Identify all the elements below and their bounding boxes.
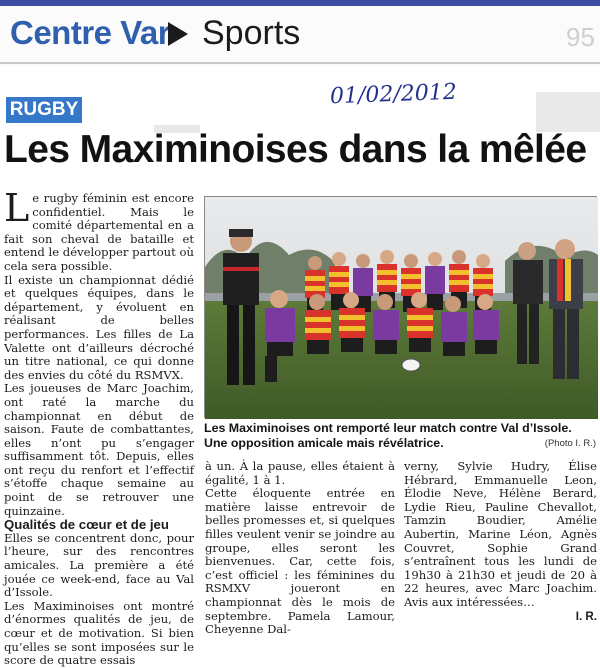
section-subtitle: Sports <box>202 14 301 52</box>
section-title: Centre Var <box>10 14 171 51</box>
category-badge: RUGBY <box>6 97 82 123</box>
article-subhead: Qualités de cœur et de jeu <box>4 517 169 533</box>
team-photo <box>204 196 597 418</box>
article-headline: Les Maximinoises dans la mêlée <box>4 128 587 171</box>
handwritten-date: 01/02/2012 <box>329 79 458 110</box>
article-intro: Le rugby féminin est encore confidentiel. Mais le comité départemental en a fait son cheval de bataille et entend le développer partout où cela sera possible. <box>4 186 194 273</box>
ghost-page-number: 95 <box>566 22 595 52</box>
article-paragraph: Il existe un championnat dédié et quelques équipes, dans le département, y évoluent en réalisant de belles performances. Les filles de La Valette ont d’ailleurs décroché un titre national, ce qui donne des envies du côté du RSMVX. <box>4 272 194 382</box>
article-paragraph: à un. À la pause, elles étaient à égalité, 1 à 1. <box>205 459 395 487</box>
author-signature: I. R. <box>575 609 597 623</box>
article-column-right <box>404 459 597 623</box>
article-column-left <box>4 186 194 668</box>
photo-caption: Les Maximinoises ont remporté leur match contre Val d’Issole. Une opposition amicale mais révélatrice. <box>204 421 572 450</box>
article-column-middle <box>205 459 395 637</box>
article-paragraph: Cette éloquente entrée en matière laisse entrevoir de belles promesses et, si quelques filles veulent venir se joindre au groupe, elles seront les bienvenues. Car, cette fois, c’est officiel : les féminines du RSMXV joueront en championnat dès le mois de septembre. Pamela Lamour, Cheyenne Dal- <box>205 486 395 637</box>
header-bottom-rule <box>0 62 600 64</box>
header-top-rule <box>0 0 600 6</box>
article-paragraph: Les Maximinoises ont montré d’énormes qualités de jeu, de cœur et de motivation. Si bien qu’elles se sont imposées sur le score de quatre essais <box>4 598 194 668</box>
section-arrow-icon <box>168 22 188 46</box>
article-paragraph: Elles se concentrent donc, pour l’heure, sur des rencontres amicales. La première a été jouée ce week-end, face au Val d’Issole. <box>4 530 194 600</box>
article-paragraph: verny, Sylvie Hudry, Élise Hébrard, Emmanuelle Leon, Élodie Neve, Hélène Berard, Lydie Rieu, Pauline Chevallot, Tamzin Boudier, Amélie Aubertin, Marine Léon, Agnès Couvret, Sophie Grand s’entraînent tous les lundi de 19h30 à 21h30 et jeudi de 20 à 22 heures, avec Marc Joachim. Avis aux intéressées… <box>404 459 597 609</box>
article-paragraph: Les joueuses de Marc Joachim, ont raté la marche du championnat en début de saison. Faute de combattantes, elles n’ont pu s’engager suffisamment tôt. Depuis, elles ont reçu du renfort et l’effectif s’étoffe chaque semaine au point de se retrouver une quinzaine. <box>4 381 194 518</box>
dropcap: L <box>4 186 30 230</box>
photo-credit: (Photo I. R.) <box>544 438 596 449</box>
section-header <box>0 0 600 66</box>
bleed-through-panel <box>536 92 600 132</box>
